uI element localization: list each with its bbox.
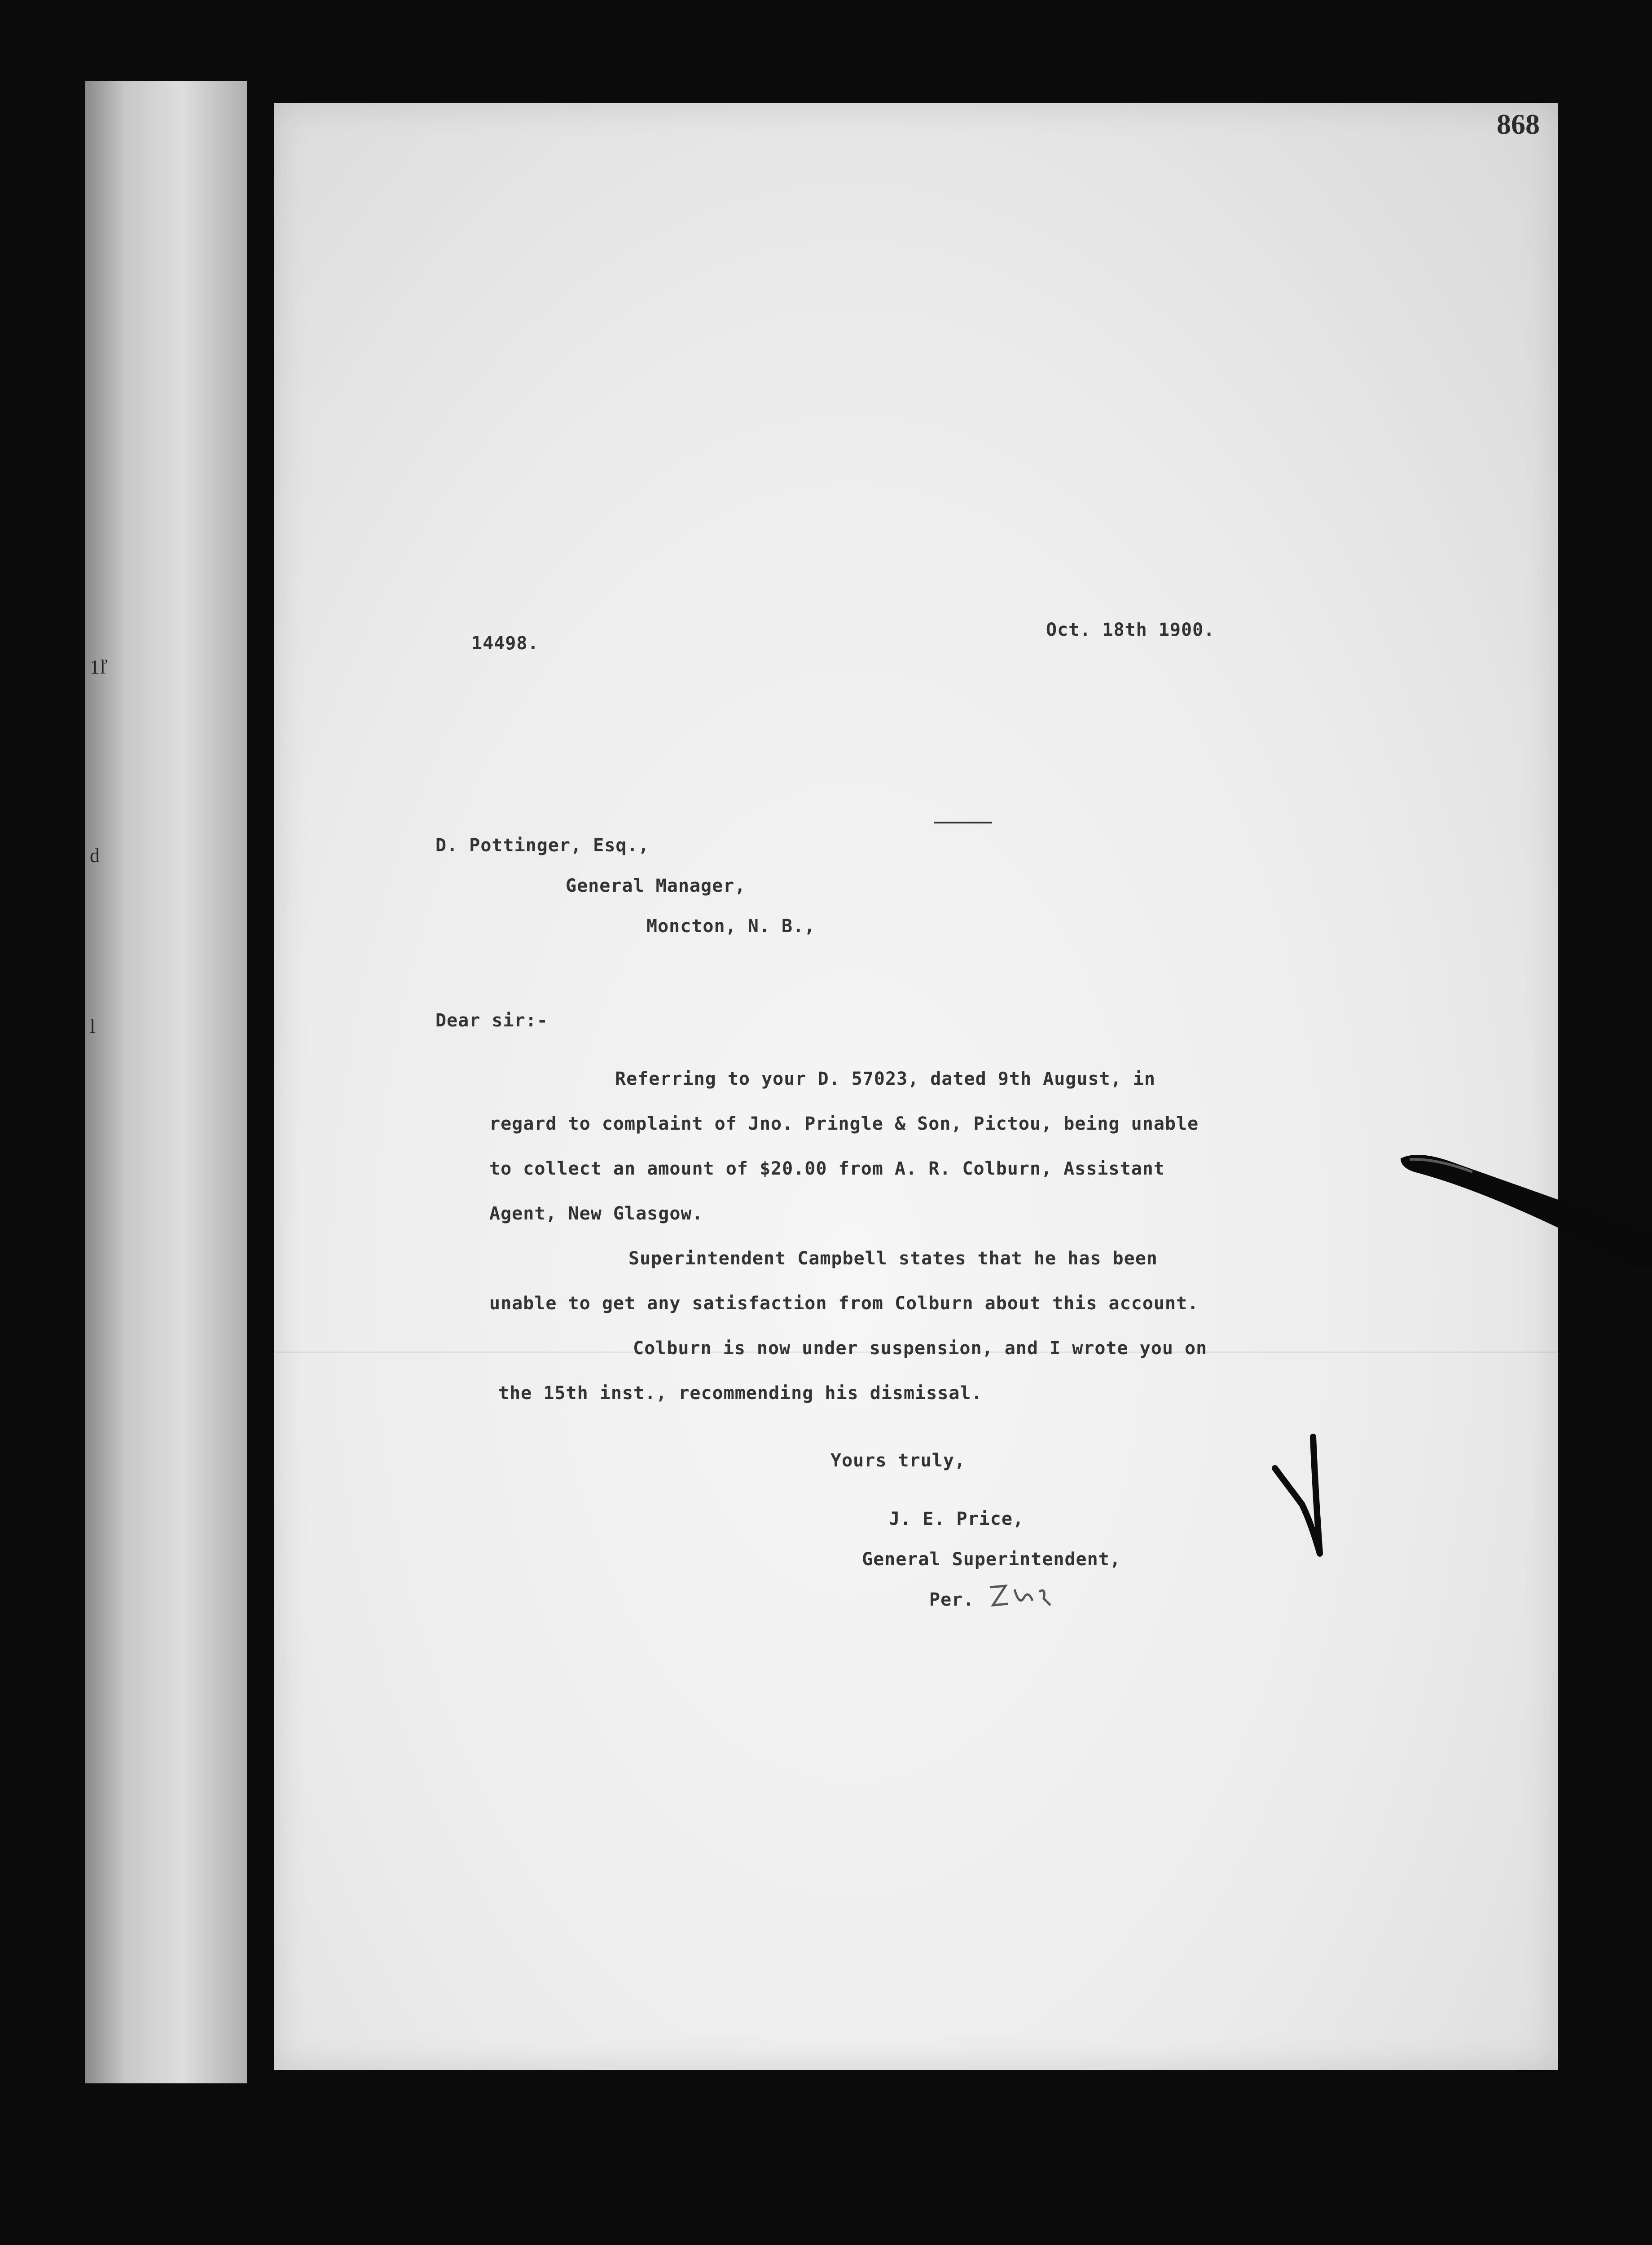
body-line-2: regard to complaint of Jno. Pringle & Son, Pictou, being unable bbox=[489, 1114, 1199, 1134]
letter-sheet bbox=[274, 103, 1558, 2070]
file-number: 14498. bbox=[471, 633, 539, 654]
letter-date: Oct. 18th 1900. bbox=[1046, 620, 1215, 640]
typed-underline bbox=[934, 822, 992, 823]
addressee-location: Moncton, N. B., bbox=[646, 916, 816, 937]
body-line-4: Agent, New Glasgow. bbox=[489, 1203, 703, 1224]
page-number: 868 bbox=[1497, 108, 1540, 140]
body-line-7: Colburn is now under suspension, and I wrote you on bbox=[633, 1338, 1208, 1359]
signatory: J. E. Price, bbox=[889, 1509, 1024, 1529]
pen-object bbox=[1401, 1131, 1652, 1266]
salutation: Dear sir:- bbox=[435, 1010, 548, 1031]
left-margin-mark-2: d bbox=[90, 845, 100, 867]
body-line-3: to collect an amount of $20.00 from A. R. Colburn, Assistant bbox=[489, 1158, 1165, 1179]
closing: Yours truly, bbox=[830, 1450, 966, 1471]
body-line-1: Referring to your D. 57023, dated 9th August, in bbox=[615, 1069, 1156, 1089]
body-line-6: unable to get any satisfaction from Colburn about this account. bbox=[489, 1293, 1199, 1314]
body-line-8: the 15th inst., recommending his dismissal. bbox=[498, 1383, 983, 1404]
signatory-title: General Superintendent, bbox=[862, 1549, 1121, 1570]
addressee-title: General Manager, bbox=[566, 876, 746, 896]
left-adjacent-page bbox=[85, 81, 247, 2083]
addressee-name: D. Pottinger, Esq., bbox=[435, 835, 650, 856]
left-margin-mark-1: 1ľ bbox=[90, 656, 108, 678]
initials-scribble bbox=[988, 1580, 1059, 1612]
checkmark-icon bbox=[1270, 1419, 1342, 1563]
body-line-5: Superintendent Campbell states that he has been bbox=[628, 1248, 1158, 1269]
left-margin-mark-3: l bbox=[90, 1015, 96, 1037]
per-line: Per. bbox=[929, 1589, 975, 1610]
